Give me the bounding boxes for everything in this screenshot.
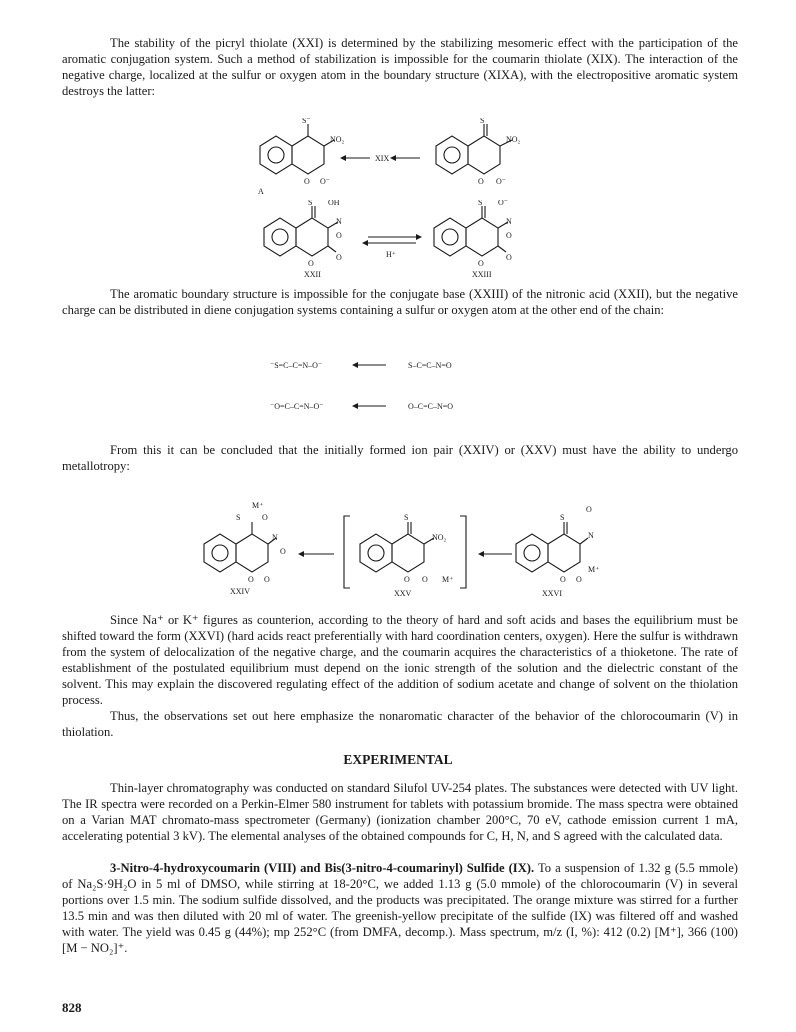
label-o-ring-2: O — [478, 259, 484, 268]
label-m-plus-xxvi: M⁺ — [588, 565, 600, 574]
page-number: 828 — [62, 1000, 82, 1015]
label-o: O — [336, 231, 342, 240]
section-heading-experimental: EXPERIMENTAL — [343, 752, 453, 767]
benzene-ring-left — [260, 136, 292, 174]
paragraph-7 — [62, 860, 738, 956]
label-xxii: XXII — [304, 270, 321, 279]
paragraph-5: Thus, the observations set out here emphasize the nonaromatic character of the behavior of the chlorocoumarin (V) in thiolation. — [62, 709, 738, 739]
label-n-xxvi: N — [588, 531, 594, 540]
label-no2-right: NO₂ — [506, 135, 521, 144]
label-o-carbonyl-xxv: O — [422, 575, 428, 584]
paragraph-6: Thin-layer chromatography was conducted on standard Silufol UV-254 plates. The substances were detected with UV light. The IR spectra were recorded on a Perkin-Elmer 580 instrument for tablets with potassium bromide. The mass spectra were obtained on a Varian MAT chromato-mass spectrometer (Germany) (ionization chamber 200°C, 70 eV, cathode emission current 1 mA, accelerating potential 3 kV). The elemental analyses of the obtained compounds for C, H, N, and S agreed with the calculated data. — [62, 781, 738, 843]
paragraph-4: Since Na⁺ or K⁺ figures as counterion, according to the theory of hard and soft acids and bases the equilibrium must be shifted toward the form (XXVI) (hard acids react preferentially with hard coordination centers, oxygen). Here the sulfur is withdrawn from the system of delocalization of the negative charge, and the coumarin acquires the characteristics of a thioketone. The rate of establishment of the postulated equilibrium must depend on the ionic strength of the solution and the dielectric constant of the solvent. This may explain the discovered regulating effect of the addition of sodium acetate and change of solvent on the thiolation process. — [62, 613, 738, 707]
label-o-carbonyl: O — [336, 253, 342, 262]
paragraph-2: The aromatic boundary structure is impossible for the conjugate base (XXIII) of the nitronic acid (XXII), but the negative charge can be distributed in diene conjugation systems containing a sulfur or oxygen atom at the other end of the chain: — [62, 287, 738, 317]
chain-2-right: O–C=C–N=O — [408, 402, 454, 411]
label-o-minus-left: O⁻ — [320, 177, 330, 186]
label-o-minus-right: O⁻ — [496, 177, 506, 186]
aromatic-circle — [268, 147, 284, 163]
label-n: N — [336, 217, 342, 226]
label-m-plus-xxv: M⁺ — [442, 575, 454, 584]
pyran-ring-right — [468, 136, 500, 174]
label-n-2: N — [506, 217, 512, 226]
label-xxiv: XXIV — [230, 587, 250, 596]
label-o-ring: O — [308, 259, 314, 268]
label-o-2: O — [506, 231, 512, 240]
label-o-carbonyl-xxiv: O — [264, 575, 270, 584]
chain-1-right: S–C=C–N=O — [408, 361, 452, 370]
paragraph-1: The stability of the picryl thiolate (XXI) is determined by the stabilizing mesomeric effect with the participation of the aromatic conjugation system. Such a method of stabilization is impossible for the coumarin thiolate (XIX). The interaction of the negative charge, localized at the sulfur or oxygen atom in the boundary structure (XIXA), with the electropositive aromatic system destroys the latter: — [62, 36, 738, 98]
label-a: A — [258, 187, 264, 196]
label-o-right: O — [478, 177, 484, 186]
compound-procedure: To a suspension of 1.32 g (5.5 mmole) of Na₂S·9H₂O in 5 ml of DMSO, while stirring at 18-20°C, we added 1.13 g (5.0 mmole) of the chlorocoumarin (V) in several portions over 1.5 min. The sodium sulfide dissolved, and the products was precipitated. The orange mixture was stirred for a further 13.5 min and was then diluted with 20 ml of water. The greenish-yellow precipitate of the sulfide (IX) was filtered off and washed with water. The yield was 0.45 g (44%); mp 252°C (from DMFA, decomp.). Mass spectrum, m/z (I, %): 412 (0.2) [M⁺], 366 (100) [M − NO₂]⁺. — [62, 861, 738, 955]
label-n-xxiv: N — [272, 533, 278, 542]
compound-heading: 3-Nitro-4-hydroxycoumarin (VIII) and Bis(3-nitro-4-coumarinyl) Sulfide (IX). — [110, 861, 535, 875]
label-oh: OH — [328, 200, 340, 207]
label-o-xxvi: O — [586, 505, 592, 514]
label-s-xxvi: S — [560, 513, 565, 522]
label-o-carbonyl-2: O — [506, 253, 512, 262]
label-s-2: S — [478, 200, 483, 207]
paragraph-3: From this it can be concluded that the initially formed ion pair (XXIV) or (XXV) must have the ability to undergo metallotropy: — [62, 443, 738, 473]
label-xxvi: XXVI — [542, 589, 562, 598]
label-o-carbonyl-xxvi: O — [576, 575, 582, 584]
scheme-xix-resonance — [250, 118, 550, 198]
label-no2-xxv: NO₂ — [432, 533, 447, 542]
scheme-diene-conjugation — [270, 350, 540, 430]
label-s-xxv: S — [404, 513, 409, 522]
chain-2-left: ⁻O=C–C=N–O⁻ — [270, 402, 324, 411]
label-o-xxiv: O — [262, 513, 268, 522]
label-o-ring-xxvi: O — [560, 575, 566, 584]
label-s-right: S — [480, 118, 485, 125]
label-o2-xxiv: O — [280, 547, 286, 556]
label-m-plus-xxiv: M⁺ — [252, 501, 264, 510]
label-s-xxiv: S — [236, 513, 241, 522]
pyran-ring-left — [292, 136, 324, 174]
label-o-ring-xxiv: O — [248, 575, 254, 584]
scheme-xxii-xxiii-equilibrium — [250, 200, 550, 280]
scheme-metallotropy — [196, 496, 606, 598]
label-s: S — [308, 200, 313, 207]
benzene-ring-right — [436, 136, 468, 174]
label-no2-left: NO₂ — [330, 135, 345, 144]
label-xix: XIX — [375, 154, 390, 163]
label-o-ring-xxv: O — [404, 575, 410, 584]
label-xxiii: XXIII — [472, 270, 492, 279]
label-xxv: XXV — [394, 589, 412, 598]
chain-1-left: ⁻S=C–C=N–O⁻ — [270, 361, 323, 370]
label-o-left: O — [304, 177, 310, 186]
label-h-plus: H⁺ — [386, 250, 396, 259]
label-s-minus: S⁻ — [302, 118, 311, 125]
label-o-minus: O⁻ — [498, 200, 508, 207]
